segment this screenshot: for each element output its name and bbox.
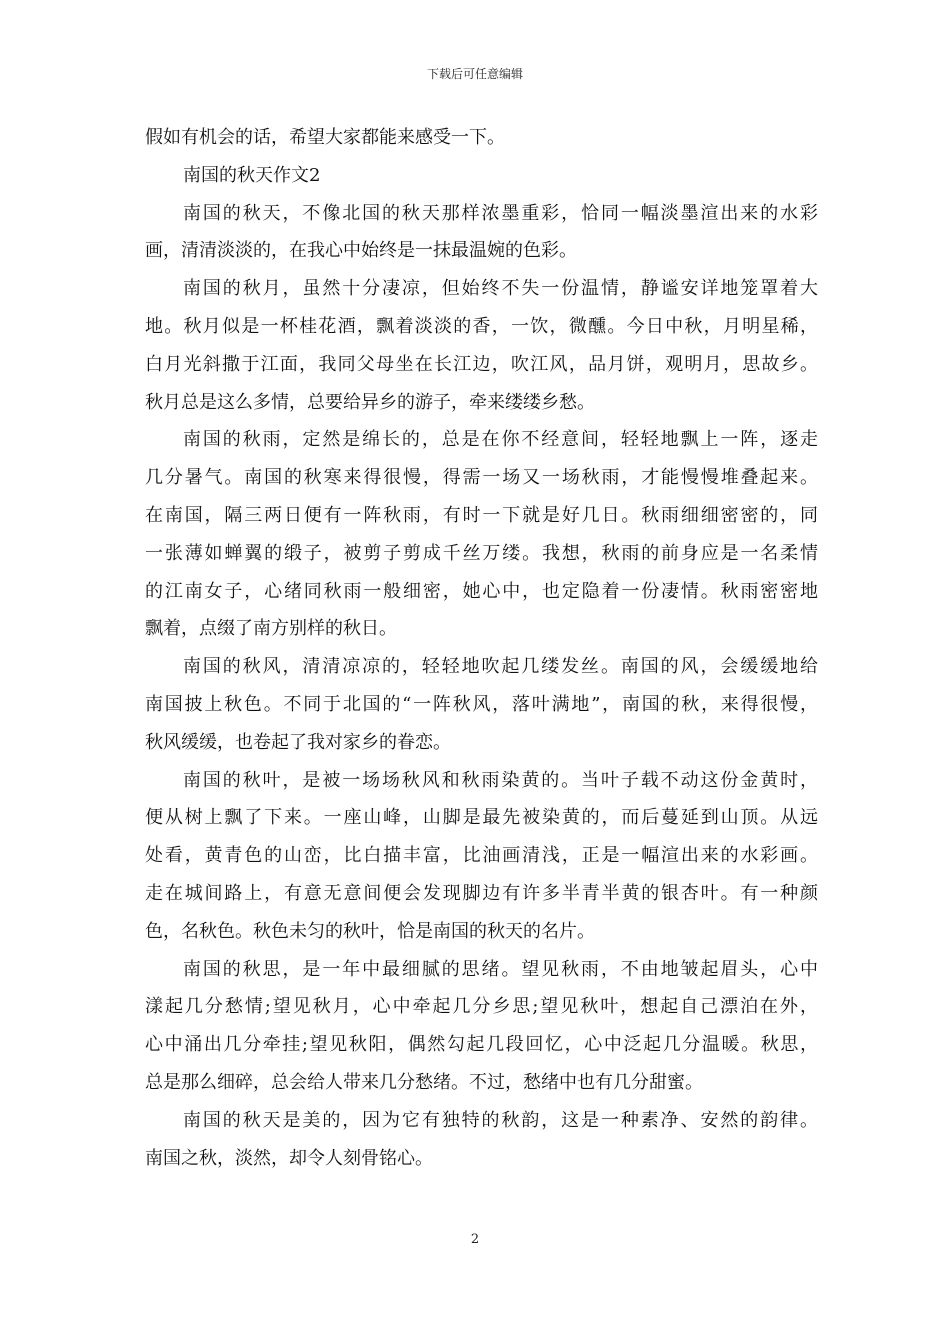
paragraph-line: 色，名秋色。秋色未匀的秋叶，恰是南国的秋天的名片。 [145,920,595,942]
paragraph-line: 南国的秋雨，定然是绵长的，总是在你不经意间，轻轻地飘上一阵，逐走 [183,429,818,451]
paragraph [145,648,818,761]
paragraph-line: 的江南女子，心绪同秋雨一般细密，她心中，也定隐着一份凄情。秋雨密密地 [145,580,818,602]
paragraph [145,270,818,421]
paragraph-line: 南国的秋风，清清凉凉的，轻轻地吹起几缕发丝。南国的风，会缓缓地给 [183,656,818,678]
paragraph-line: 假如有机会的话，希望大家都能来感受一下。 [145,127,505,148]
paragraph [145,195,818,271]
paragraph [145,157,818,195]
paragraph-line: 南国之秋，淡然，却令人刻骨铭心。 [145,1147,433,1169]
paragraph-line: 总是那么细碎，总会给人带来几分愁绪。不过，愁绪中也有几分甜蜜。 [145,1071,703,1093]
paragraph-line: 在南国，隔三两日便有一阵秋雨，有时一下就是好几日。秋雨细细密密的，同 [145,504,818,526]
page-header: 下载后可任意编辑 [426,67,523,81]
paragraph-line: 南国的秋叶，是被一场场秋风和秋雨染黄的。当叶子载不动这份金黄时， [183,769,818,791]
paragraph-line: 走在城间路上，有意无意间便会发现脚边有许多半青半黄的银杏叶。有一种颜 [145,882,818,904]
paragraph-line: 画，清清淡淡的，在我心中始终是一抹最温婉的色彩。 [145,240,577,262]
paragraph-line: 秋月总是这么多情，总要给异乡的游子，牵来缕缕乡愁。 [145,391,595,413]
paragraph [145,421,818,648]
paragraph-line: 地。秋月似是一杯桂花酒，飘着淡淡的香，一饮，微醺。今日中秋，月明星稀， [145,315,818,337]
paragraph [145,119,818,157]
paragraph-line: 处看，黄青色的山峦，比白描丰富，比油画清浅，正是一幅渲出来的水彩画。 [145,845,818,867]
paragraph [145,762,818,951]
paragraph [145,1102,818,1178]
paragraph-line: 秋风缓缓，也卷起了我对家乡的眷恋。 [145,731,451,753]
paragraph-line: 南国的秋月，虽然十分凄凉，但始终不失一份温情，静谧安详地笼罩着大 [183,278,818,300]
paragraph-line: 便从树上飘了下来。一座山峰，山脚是最先被染黄的，而后蔓延到山顶。从远 [145,807,818,829]
paragraph-line: 心中涌出几分牵挂;望见秋阳，偶然勾起几段回忆，心中泛起几分温暖。秋思， [145,1034,818,1056]
paragraph-line: 南国的秋天，不像北国的秋天那样浓墨重彩，恰同一幅淡墨渲出来的水彩 [183,202,818,224]
paragraph-line: 几分暑气。南国的秋寒来得很慢，得需一场又一场秋雨，才能慢慢堆叠起来。 [145,467,818,489]
page-number: 2 [470,1232,480,1247]
document-body [145,119,818,1177]
paragraph-line: 漾起几分愁情;望见秋月，心中牵起几分乡思;望见秋叶，想起自己漂泊在外， [145,996,818,1018]
paragraph-line: 南国披上秋色。不同于北国的“一阵秋风，落叶满地”，南国的秋，来得很慢， [145,693,818,715]
paragraph-line: 白月光斜撒于江面，我同父母坐在长江边，吹江风，品月饼，观明月，思故乡。 [145,353,818,375]
paragraph-line: 飘着，点缀了南方别样的秋日。 [145,618,397,640]
paragraph-line: 南国的秋天作文2 [183,164,321,186]
paragraph-line: 南国的秋思，是一年中最细腻的思绪。望见秋雨，不由地皱起眉头，心中 [183,958,818,980]
paragraph-line: 南国的秋天是美的，因为它有独特的秋韵，这是一种素净、安然的韵律。 [183,1109,818,1131]
paragraph [145,951,818,1102]
paragraph-line: 一张薄如蝉翼的缎子，被剪子剪成千丝万缕。我想，秋雨的前身应是一名柔情 [145,542,818,564]
